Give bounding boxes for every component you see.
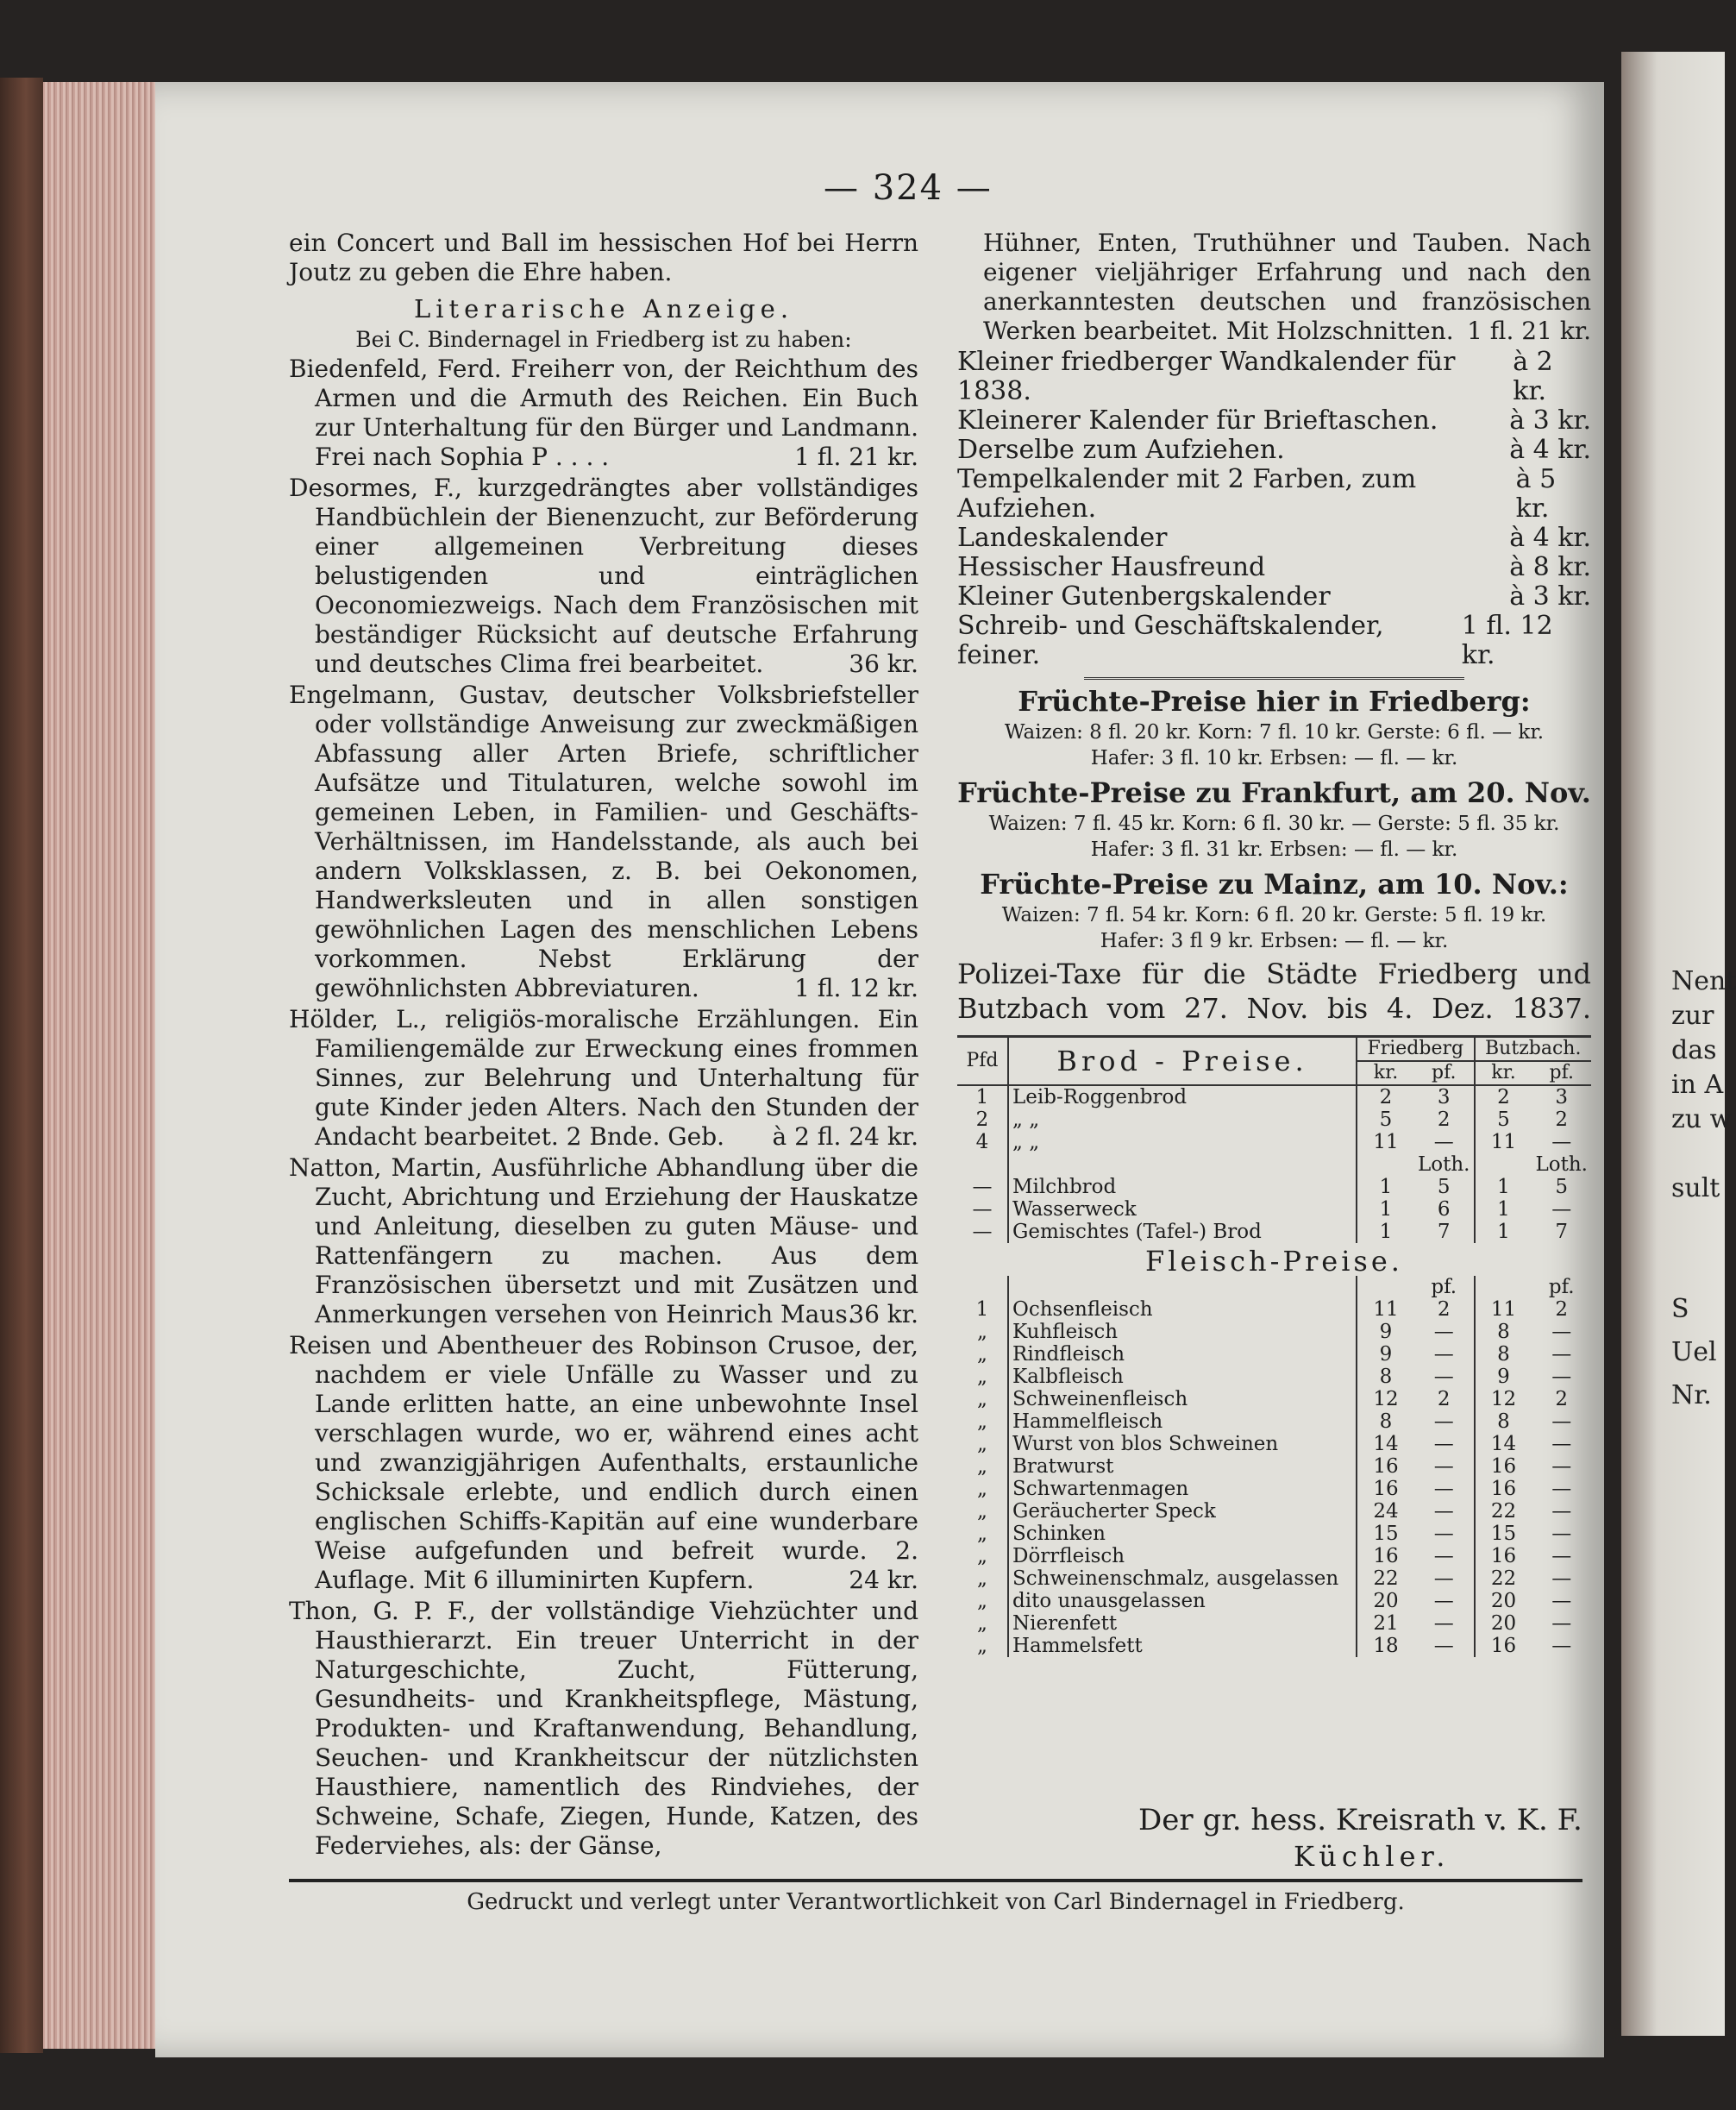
book-entry <box>289 1005 918 1152</box>
book-entry <box>289 355 918 472</box>
book-entry-text: Natton, Martin, Ausführliche Abhandlung über die Zucht, Abrichtung und Erziehung der Hauskatze und Anleitung, dieselben zu guten Mäuse- und Rattenfängern zu machen. Aus dem Französischen übersetzt und mit Zusätzen und Anmerkungen versehen von Heinrich Maus. <box>289 1153 918 1328</box>
next-page-fragment: S <box>1671 1294 1689 1324</box>
qty: „ <box>957 1500 1008 1523</box>
item-name: „ „ <box>1008 1131 1357 1153</box>
butzbach-kr: 16 <box>1490 1545 1517 1567</box>
qty: 1 <box>957 1085 1008 1108</box>
butzbach-pf: — <box>1551 1478 1572 1500</box>
meat-rows <box>957 1298 1591 1657</box>
bread-row <box>957 1131 1591 1153</box>
butzbach-pf: — <box>1551 1410 1572 1433</box>
qty: „ <box>957 1321 1008 1343</box>
item-name: Kuhfleisch <box>1008 1321 1357 1343</box>
col-f-pf: pf. <box>1414 1061 1475 1085</box>
calendar-name: Tempelkalender mit 2 Farben, zum Aufziehen. <box>957 464 1417 524</box>
calendar-name: Schreib- und Geschäftskalender, feiner. <box>957 611 1384 670</box>
signature-line-1: Der gr. hess. Kreisrath v. K. F. <box>1138 1803 1582 1837</box>
continued-entry-text: Hühner, Enten, Truthühner und Tauben. Nach eigener vieljähriger Erfahrung und nach den anerkanntesten deutschen und französischen Werken bearbeitet. Mit Holzschnitten. <box>983 229 1591 345</box>
book-entry-text: Biedenfeld, Ferd. Freiherr von, der Reichthum des Armen und die Armuth des Reichen. Ein Buch zur Unterhaltung für den Bürger und Landmann. Frei nach Sophia P . . . . <box>289 355 918 471</box>
butzbach-pf: — <box>1551 1455 1572 1478</box>
friedberg-pf: — <box>1414 1478 1475 1500</box>
book-entry-price: à 2 fl. 24 kr. <box>772 1122 918 1151</box>
butzbach-kr: 20 <box>1490 1590 1517 1612</box>
friedberg-kr: 5 <box>1379 1108 1393 1131</box>
col-b-pf: pf. <box>1532 1061 1592 1085</box>
calendar-item <box>957 612 1591 670</box>
calendar-name: Derselbe zum Aufziehen. <box>957 435 1285 465</box>
meat-row <box>957 1590 1591 1612</box>
butzbach-pf: 7 <box>1555 1221 1569 1243</box>
meat-row <box>957 1366 1591 1388</box>
col-b-kr: kr. <box>1475 1061 1532 1085</box>
butzbach-pf: — <box>1551 1590 1572 1612</box>
butzbach-kr: 16 <box>1490 1478 1517 1500</box>
butzbach-pf: — <box>1551 1612 1572 1635</box>
meat-row <box>957 1388 1591 1410</box>
item-name: Schweinenfleisch <box>1008 1388 1357 1410</box>
col-friedberg: Friedberg <box>1357 1037 1475 1062</box>
item-name <box>1008 1153 1357 1176</box>
calendar-list <box>957 348 1591 670</box>
butzbach-pf: — <box>1551 1567 1572 1590</box>
friedberg-kr: 24 <box>1373 1500 1399 1523</box>
qty: „ <box>957 1635 1008 1657</box>
meat-row <box>957 1612 1591 1635</box>
book-entry-text: Reisen und Abentheuer des Robinson Crusoe, der, nachdem er viele Unfälle zu Wasser und zu Lande erlitten hatte, an eine unbewohnte Insel verschlagen wurde, wo er, während eines acht und zwanzigjährigen Aufenthalts, erstaunliche Schicksale erlebte, und endlich durch einen englischen Schiffs-Kapitän auf eine wunderbare Weise aufgefunden und befreit wurde. 2. Auflage. Mit 6 illuminirten Kupfern. <box>289 1331 918 1594</box>
calendar-price: à 4 kr. <box>1509 523 1591 553</box>
butzbach-kr: 16 <box>1490 1635 1517 1657</box>
qty <box>957 1153 1008 1176</box>
book-entry-text: Engelmann, Gustav, deutscher Volksbriefsteller oder vollständige Anweisung zur zweckmäßigen Abfassung aller Arten Briefe, schriftlicher Aufsätze und Titulaturen, welche sowohl im gemeinen Leben, in Familien- und Geschäfts-Verhältnissen, im Handelsstande, als auch bei andern Volksklassen, z. B. bei Oekonomen, Handwerksleuten und in allen sonstigen gewöhnlichen Lagen des menschlichen Lebens vorkommen. Nebst Erklärung der gewöhnlichsten Abbreviaturen. <box>289 681 918 1002</box>
butzbach-pf: — <box>1551 1635 1572 1657</box>
butzbach-pf: — <box>1551 1321 1572 1343</box>
friedberg-pf: 5 <box>1414 1176 1475 1198</box>
calendar-price: à 3 kr. <box>1509 581 1591 612</box>
friedberg-kr: 1 <box>1379 1198 1393 1221</box>
meat-row <box>957 1321 1591 1343</box>
bread-row <box>957 1198 1591 1221</box>
calendar-name: Landeskalender <box>957 523 1168 553</box>
calendar-price: à 3 kr. <box>1509 405 1591 436</box>
publisher-line: Bei C. Bindernagel in Friedberg ist zu haben: <box>355 327 852 352</box>
friedberg-pf: — <box>1414 1590 1475 1612</box>
butzbach-pf: — <box>1551 1366 1572 1388</box>
qty: 4 <box>957 1131 1008 1153</box>
book-entry-price: 24 kr. <box>849 1566 918 1594</box>
meat-pf-label-b: pf. <box>1548 1276 1575 1298</box>
qty: — <box>957 1198 1008 1221</box>
item-name: Milchbrod <box>1008 1176 1357 1198</box>
item-name: Leib-Roggenbrod <box>1008 1085 1357 1108</box>
butzbach-kr: 11 <box>1490 1298 1517 1321</box>
friedberg-pf: 7 <box>1414 1221 1475 1243</box>
book-entry <box>289 1597 918 1861</box>
book-entry-price: 1 fl. 12 kr. <box>794 974 918 1002</box>
qty: — <box>957 1176 1008 1198</box>
grain-price-title: Früchte-Preise zu Frankfurt, am 20. Nov. <box>957 776 1591 809</box>
calendar-item <box>957 553 1591 582</box>
qty: „ <box>957 1343 1008 1366</box>
next-page-fragment: zu w <box>1671 1104 1733 1134</box>
friedberg-pf: — <box>1414 1545 1475 1567</box>
next-page-fragment: Nent <box>1671 966 1736 996</box>
grain-price-line: Hafer: 3 fl 9 kr. Erbsen: — fl. — kr. <box>1100 930 1449 952</box>
grain-price-line: Hafer: 3 fl. 31 kr. Erbsen: — fl. — kr. <box>1090 838 1458 861</box>
grain-price-line: Hafer: 3 fl. 10 kr. Erbsen: — fl. — kr. <box>1090 747 1458 769</box>
grain-price-line: Waizen: 8 fl. 20 kr. Korn: 7 fl. 10 kr. Gerste: 6 fl. — kr. <box>1004 721 1545 744</box>
friedberg-pf: — <box>1414 1523 1475 1545</box>
butzbach-kr: 8 <box>1497 1410 1510 1433</box>
butzbach-kr: 15 <box>1490 1523 1517 1545</box>
meat-row <box>957 1500 1591 1523</box>
butzbach-kr: 1 <box>1497 1198 1510 1221</box>
calendar-item <box>957 348 1591 406</box>
butzbach-pf: — <box>1551 1198 1572 1221</box>
friedberg-kr: 15 <box>1373 1523 1399 1545</box>
qty: „ <box>957 1545 1008 1567</box>
butzbach-pf: — <box>1551 1433 1572 1455</box>
item-name: Kalbfleisch <box>1008 1366 1357 1388</box>
next-page-fragment: zur <box>1671 1001 1714 1031</box>
butzbach-pf: — <box>1551 1343 1572 1366</box>
butzbach-kr: 22 <box>1490 1500 1517 1523</box>
butzbach-kr: 14 <box>1490 1433 1517 1455</box>
continued-entry <box>957 229 1591 346</box>
calendar-item <box>957 465 1591 524</box>
next-page-edge <box>1621 52 1736 2036</box>
signature-line-2: Küchler. <box>1294 1840 1451 1873</box>
butzbach-kr <box>1475 1153 1532 1176</box>
grain-price-title: Früchte-Preise hier in Friedberg: <box>1018 685 1531 718</box>
friedberg-pf: — <box>1414 1410 1475 1433</box>
page-number: — 324 — <box>824 168 993 208</box>
qty: „ <box>957 1433 1008 1455</box>
butzbach-pf: 5 <box>1555 1176 1569 1198</box>
item-name: Geräucherter Speck <box>1008 1500 1357 1523</box>
qty: „ <box>957 1567 1008 1590</box>
meat-row <box>957 1567 1591 1590</box>
friedberg-pf: 2 <box>1414 1108 1475 1131</box>
friedberg-pf: — <box>1414 1343 1475 1366</box>
meat-row <box>957 1478 1591 1500</box>
butzbach-pf: 2 <box>1555 1388 1569 1410</box>
bread-rows <box>957 1085 1591 1243</box>
qty: „ <box>957 1410 1008 1433</box>
item-name: Wurst von blos Schweinen <box>1008 1433 1357 1455</box>
item-name: Bratwurst <box>1008 1455 1357 1478</box>
butzbach-pf: — <box>1551 1131 1572 1153</box>
grain-price-title: Früchte-Preise zu Mainz, am 10. Nov.: <box>980 868 1569 901</box>
meat-row <box>957 1298 1591 1321</box>
grain-prices <box>957 687 1591 954</box>
col-bread-title: Brod - Preise. <box>1008 1037 1357 1086</box>
friedberg-pf: — <box>1414 1612 1475 1635</box>
friedberg-kr: 16 <box>1373 1455 1399 1478</box>
butzbach-pf: 3 <box>1555 1086 1569 1108</box>
friedberg-kr: 14 <box>1373 1433 1399 1455</box>
item-name: „ „ <box>1008 1108 1357 1131</box>
divider <box>1084 677 1464 680</box>
item-name: Rindfleisch <box>1008 1343 1357 1366</box>
book-entry-price: 1 fl. 21 kr. <box>794 443 918 471</box>
qty: „ <box>957 1455 1008 1478</box>
meat-row <box>957 1455 1591 1478</box>
item-name: Hammelsfett <box>1008 1635 1357 1657</box>
item-name: Gemischtes (Tafel-) Brod <box>1008 1221 1357 1243</box>
bread-row <box>957 1221 1591 1243</box>
friedberg-pf: — <box>1414 1500 1475 1523</box>
literary-heading: Literarische Anzeige. <box>413 294 794 323</box>
friedberg-kr: 16 <box>1373 1478 1399 1500</box>
butzbach-kr: 1 <box>1497 1221 1510 1243</box>
col-pfd: Pfd <box>957 1037 1008 1086</box>
footer-rule <box>289 1879 1582 1882</box>
calendar-price: à 8 kr. <box>1509 552 1591 582</box>
friedberg-kr: 8 <box>1379 1410 1393 1433</box>
item-name: Schinken <box>1008 1523 1357 1545</box>
item-name: Wasserweck <box>1008 1198 1357 1221</box>
book-entry-price: 36 kr. <box>849 650 918 678</box>
bread-row <box>957 1176 1591 1198</box>
left-column <box>289 229 918 1862</box>
friedberg-pf: 3 <box>1414 1085 1475 1108</box>
qty: — <box>957 1221 1008 1243</box>
col-f-kr: kr. <box>1357 1061 1414 1085</box>
continued-entry-price: 1 fl. 21 kr. <box>1467 317 1591 345</box>
butzbach-kr: 9 <box>1497 1366 1510 1388</box>
meat-row <box>957 1343 1591 1366</box>
friedberg-kr: 9 <box>1379 1343 1393 1366</box>
bread-row <box>957 1085 1591 1108</box>
tax-title-line-2: Butzbach vom 27. Nov. bis 4. Dez. 1837. <box>957 992 1591 1025</box>
friedberg-kr: 18 <box>1373 1635 1399 1657</box>
friedberg-pf: — <box>1414 1321 1475 1343</box>
price-table <box>957 1035 1591 1657</box>
calendar-name: Kleinerer Kalender für Brieftaschen. <box>957 405 1438 436</box>
friedberg-kr: 20 <box>1373 1590 1399 1612</box>
meat-row <box>957 1545 1591 1567</box>
butzbach-kr: 8 <box>1497 1343 1510 1366</box>
friedberg-kr: 1 <box>1379 1221 1393 1243</box>
friedberg-pf: — <box>1414 1131 1475 1153</box>
book-entry <box>289 681 918 1003</box>
item-name: Schwartenmagen <box>1008 1478 1357 1500</box>
butzbach-kr: 5 <box>1497 1108 1510 1131</box>
next-page-fragment: Uel <box>1671 1337 1717 1367</box>
friedberg-pf: 2 <box>1414 1298 1475 1321</box>
friedberg-kr: 11 <box>1373 1298 1399 1321</box>
friedberg-kr: 2 <box>1379 1086 1393 1108</box>
friedberg-pf: 2 <box>1414 1388 1475 1410</box>
friedberg-pf: 6 <box>1414 1198 1475 1221</box>
butzbach-pf: Loth. <box>1535 1153 1588 1176</box>
tax-title-line-1: Polizei-Taxe für die Städte Friedberg und <box>957 958 1591 990</box>
butzbach-pf: — <box>1551 1545 1572 1567</box>
item-name: Ochsenfleisch <box>1008 1298 1357 1321</box>
book-entry-price: 36 kr. <box>849 1300 918 1328</box>
meat-row <box>957 1433 1591 1455</box>
butzbach-kr: 8 <box>1497 1321 1510 1343</box>
calendar-item <box>957 582 1591 612</box>
calendar-price: à 2 kr. <box>1513 347 1553 406</box>
right-column <box>957 229 1591 1657</box>
next-page-fragment: Nr. <box>1671 1380 1712 1410</box>
friedberg-pf: Loth. <box>1414 1153 1475 1176</box>
grain-price-line: Waizen: 7 fl. 54 kr. Korn: 6 fl. 20 kr. Gerste: 5 fl. 19 kr. <box>1001 904 1547 926</box>
next-page-fragment: in A <box>1671 1070 1724 1100</box>
item-name: Schweinenschmalz, ausgelassen <box>1008 1567 1357 1590</box>
calendar-price: 1 fl. 12 kr. <box>1461 611 1553 670</box>
qty: 2 <box>957 1108 1008 1131</box>
qty: „ <box>957 1523 1008 1545</box>
item-name: Dörrfleisch <box>1008 1545 1357 1567</box>
meat-title: Fleisch-Preise. <box>1145 1245 1403 1278</box>
col-butzbach: Butzbach. <box>1475 1037 1592 1062</box>
butzbach-pf: — <box>1551 1500 1572 1523</box>
butzbach-kr: 20 <box>1490 1612 1517 1635</box>
friedberg-pf: — <box>1414 1567 1475 1590</box>
next-page-fragment: das <box>1671 1035 1717 1065</box>
book-entries <box>289 355 918 1861</box>
book-cover-edge <box>0 78 43 2053</box>
next-page-fragment: sult <box>1671 1173 1720 1203</box>
meat-row <box>957 1635 1591 1657</box>
book-entry <box>289 1331 918 1595</box>
item-name: dito unausgelassen <box>1008 1590 1357 1612</box>
imprint-footer: Gedruckt und verlegt unter Verantwortlichkeit von Carl Bindernagel in Friedberg. <box>467 1889 1405 1915</box>
bread-row <box>957 1153 1591 1176</box>
butzbach-pf: — <box>1551 1523 1572 1545</box>
friedberg-kr: 1 <box>1379 1176 1393 1198</box>
book-entry <box>289 1153 918 1329</box>
item-name: Hammelfleisch <box>1008 1410 1357 1433</box>
butzbach-kr: 11 <box>1490 1131 1517 1153</box>
butzbach-pf: 2 <box>1555 1298 1569 1321</box>
friedberg-kr: 12 <box>1373 1388 1399 1410</box>
friedberg-kr: 11 <box>1373 1131 1399 1153</box>
qty: „ <box>957 1478 1008 1500</box>
friedberg-pf: — <box>1414 1635 1475 1657</box>
bread-row <box>957 1108 1591 1131</box>
friedberg-kr: 8 <box>1379 1366 1393 1388</box>
qty: „ <box>957 1612 1008 1635</box>
book-entry-text: Hölder, L., religiös-moralische Erzählungen. Ein Familiengemälde zur Erweckung eines frommen Sinnes, zur Belehrung und Unterhaltung für gute Kinder jeden Alters. Nach den Stunden der Andacht bearbeitet. 2 Bnde. Geb. <box>289 1005 918 1151</box>
calendar-item <box>957 406 1591 436</box>
qty: „ <box>957 1388 1008 1410</box>
calendar-price: à 5 kr. <box>1515 464 1557 524</box>
meat-pf-label-f: pf. <box>1414 1276 1475 1298</box>
meat-row <box>957 1410 1591 1433</box>
qty: „ <box>957 1366 1008 1388</box>
calendar-price: à 4 kr. <box>1509 435 1591 465</box>
book-entry-text: Desormes, F., kurzgedrängtes aber vollständiges Handbüchlein der Bienenzucht, zur Beförderung einer allgemeinen Verbreitung dieses belustigenden und einträglichen Oeconomiezweigs. Nach dem Französischen mit beständiger Rücksicht auf deutsche Erfahrung und deutsches Clima frei bearbeitet. <box>289 474 918 678</box>
calendar-name: Kleiner friedberger Wandkalender für 1838. <box>957 347 1456 406</box>
friedberg-kr: 21 <box>1373 1612 1399 1635</box>
grain-price-line: Waizen: 7 fl. 45 kr. Korn: 6 fl. 30 kr. — Gerste: 5 fl. 35 kr. <box>988 813 1560 835</box>
friedberg-kr <box>1357 1153 1414 1176</box>
qty: 1 <box>957 1298 1008 1321</box>
butzbach-pf: 2 <box>1555 1108 1569 1131</box>
butzbach-kr: 2 <box>1497 1086 1510 1108</box>
friedberg-pf: — <box>1414 1455 1475 1478</box>
friedberg-kr: 16 <box>1373 1545 1399 1567</box>
butzbach-kr: 16 <box>1490 1455 1517 1478</box>
butzbach-kr: 12 <box>1490 1388 1517 1410</box>
friedberg-pf: — <box>1414 1433 1475 1455</box>
friedberg-kr: 9 <box>1379 1321 1393 1343</box>
calendar-item <box>957 436 1591 465</box>
qty: „ <box>957 1590 1008 1612</box>
calendar-name: Kleiner Gutenbergskalender <box>957 581 1331 612</box>
calendar-name: Hessischer Hausfreund <box>957 552 1266 582</box>
page-block-edges <box>43 82 164 2049</box>
butzbach-kr: 22 <box>1490 1567 1517 1590</box>
book-entry <box>289 474 918 679</box>
butzbach-kr: 1 <box>1497 1176 1510 1198</box>
book-entry-text: Thon, G. P. F., der vollständige Viehzüchter und Hausthierarzt. Ein treuer Unterricht in der Naturgeschichte, Zucht, Fütterung, Gesundheits- und Krankheitspflege, Mästung, Produkten- und Kraftanwendung, Behandlung, Seuchen- und Krankheitscur der nützlichsten Hausthiere, namentlich des Rindviehes, der Schweine, Schafe, Ziegen, Hunde, Katzen, des Federviehes, als: der Gänse, <box>289 1597 918 1860</box>
intro-paragraph: ein Concert und Ball im hessischen Hof bei Herrn Joutz zu geben die Ehre haben. <box>289 229 918 286</box>
item-name: Nierenfett <box>1008 1612 1357 1635</box>
friedberg-pf: — <box>1414 1366 1475 1388</box>
meat-row <box>957 1523 1591 1545</box>
friedberg-kr: 22 <box>1373 1567 1399 1590</box>
calendar-item <box>957 524 1591 553</box>
